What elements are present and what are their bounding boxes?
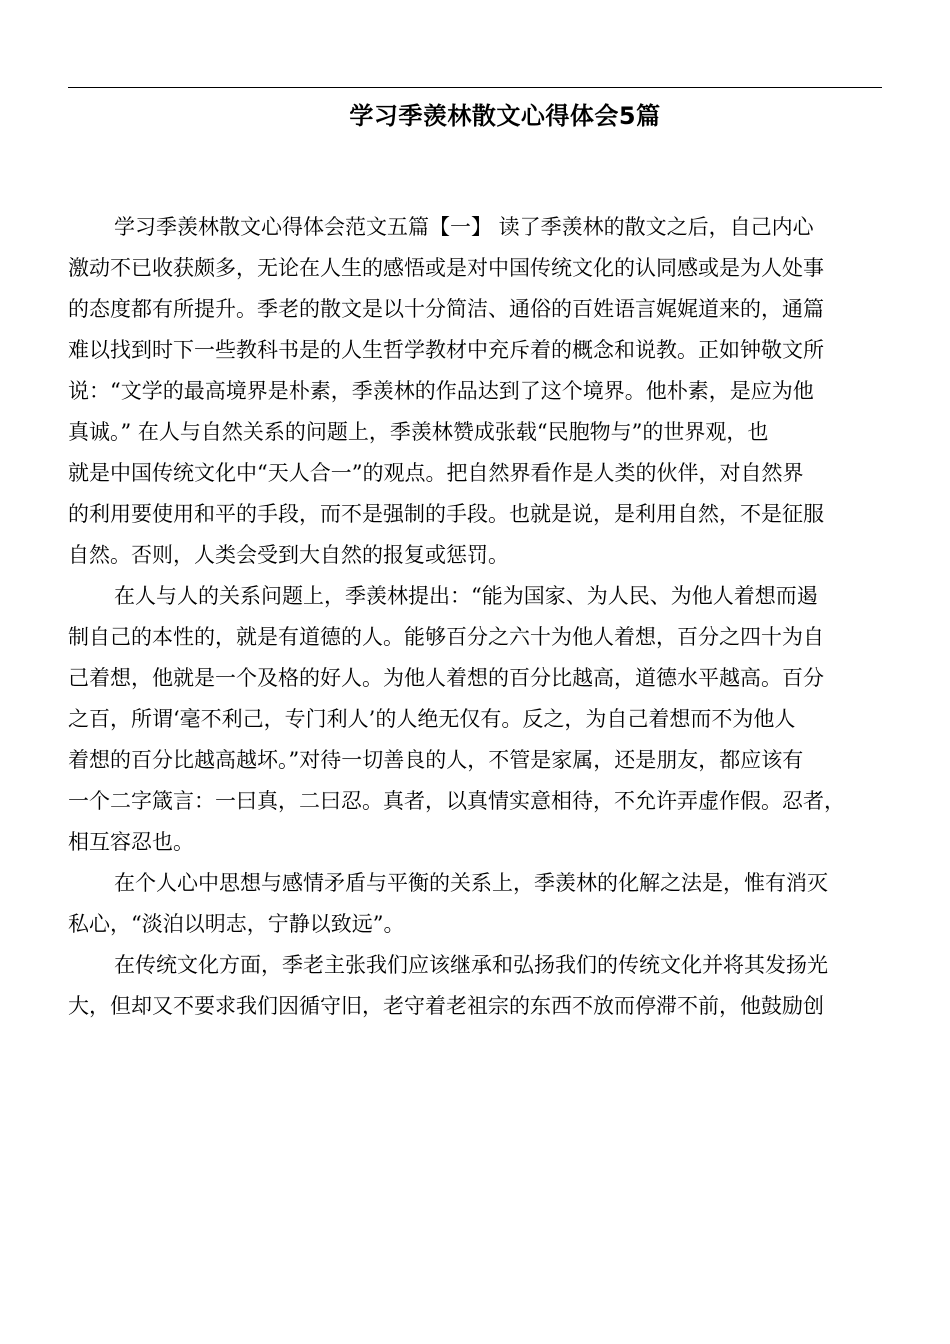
paragraph-line: 在个人心中思想与感情矛盾与平衡的关系上，季羡林的化解之法是，惟有消灭 [114,871,828,895]
paragraph-line: 制自己的本性的，就是有道德的人。能够百分之六十为他人着想，百分之四十为自 [68,625,824,649]
paragraph-line: 真诚。” 在人与自然关系的问题上，季羡林赞成张载“民胞物与”的世界观，也 [68,420,769,444]
header-rule [68,87,882,88]
paragraph-line: 在人与人的关系问题上，季羡林提出：“能为国家、为人民、为他人着想而遏 [114,584,818,608]
paragraph-line: 的利用要使用和平的手段，而不是强制的手段。也就是说，是利用自然，不是征服 [68,502,824,526]
document-title: 学习季羡林散文心得体会5篇 [349,102,661,130]
paragraph-line: 激动不已收获颇多，无论在人生的感悟或是对中国传统文化的认同感或是为人处事 [68,256,824,280]
paragraph-line: 之百，所谓‘毫不利己，专门利人’的人绝无仅有。反之，为自己着想而不为他人 [68,707,796,731]
paragraph-line: 大，但却又不要求我们因循守旧，老守着老祖宗的东西不放而停滞不前，他鼓励创 [68,994,824,1018]
paragraph-4 [68,945,883,1027]
paragraph-line: 一个二字箴言：一曰真，二曰忍。真者，以真情实意相待，不允许弄虚作假。忍者， [68,789,845,813]
paragraph-line: 相互容忍也。 [68,830,194,854]
paragraph-line: 难以找到时下一些教科书是的人生哲学教材中充斥着的概念和说教。正如钟敬文所 [68,338,824,362]
paragraph-line: 的态度都有所提升。季老的散文是以十分简洁、通俗的百姓语言娓娓道来的，通篇 [68,297,824,321]
paragraph-1 [68,207,883,576]
paragraph-line: 着想的百分比越高越坏。”对待一切善良的人，不管是家属，还是朋友，都应该有 [68,748,804,772]
paragraph-3 [68,863,883,945]
document-body [68,207,883,1027]
paragraph-line: 己着想，他就是一个及格的好人。为他人着想的百分比越高，道德水平越高。百分 [68,666,824,690]
paragraph-line: 自然。否则，人类会受到大自然的报复或惩罚。 [68,543,509,567]
paragraph-line: 说：“文学的最高境界是朴素，季羡林的作品达到了这个境界。他朴素，是应为他 [68,379,814,403]
paragraph-line: 私心，“淡泊以明志，宁静以致远”。 [68,912,405,936]
paragraph-line: 学习季羡林散文心得体会范文五篇【一】 读了季羡林的散文之后，自己内心 [114,215,814,239]
paragraph-line: 在传统文化方面，季老主张我们应该继承和弘扬我们的传统文化并将其发扬光 [114,953,828,977]
paragraph-line: 就是中国传统文化中“天人合一”的观点。把自然界看作是人类的伙伴，对自然界 [68,461,804,485]
paragraph-2 [68,576,883,863]
